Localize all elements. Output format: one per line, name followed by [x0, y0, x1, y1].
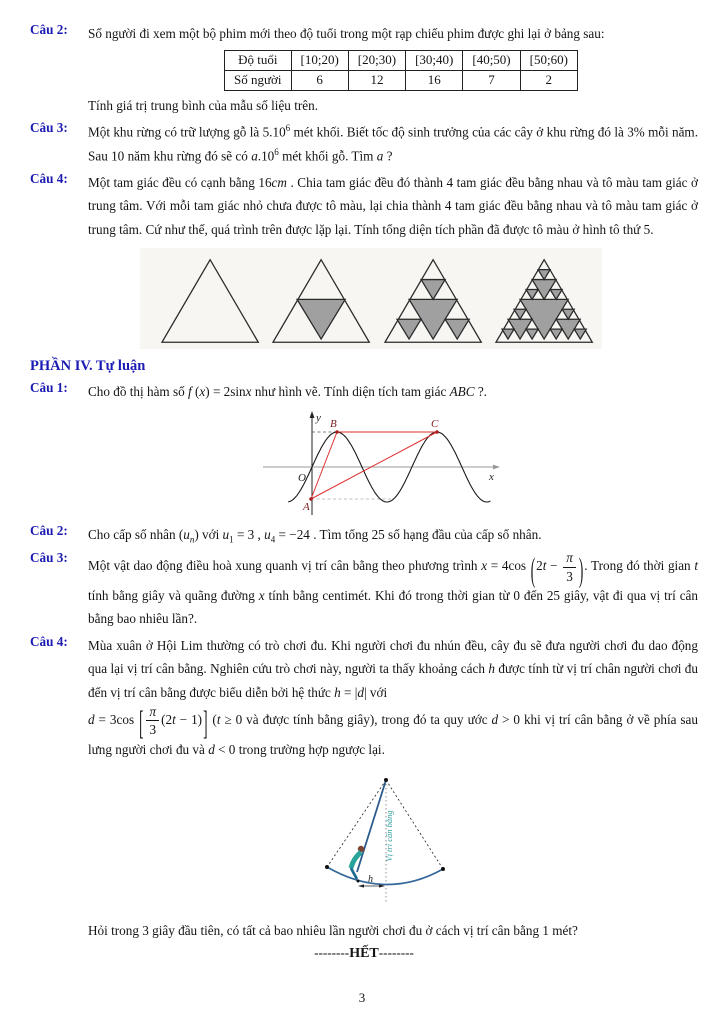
question-text: Số người đi xem một bộ phim mới theo độ tuổi trong một rạp chiếu phim được ghi lại ở bảng sau: — [88, 26, 605, 41]
shaded-triangle — [562, 310, 574, 320]
fraction-numerator: π — [146, 704, 159, 721]
swing-figure — [280, 764, 698, 916]
sierpinski-triangle-step — [494, 256, 594, 346]
fraction-numerator: π — [563, 550, 576, 567]
swing-rope — [357, 780, 386, 872]
point-a-label: A — [303, 500, 310, 513]
table-cell: [40;50) — [463, 50, 520, 70]
table-cell: [20;30) — [348, 50, 405, 70]
shaded-triangle — [550, 329, 562, 339]
shaded-triangle — [445, 319, 469, 339]
segment-ac — [311, 432, 437, 499]
right-end-point — [441, 867, 445, 871]
close-bracket: ] — [203, 703, 208, 743]
question-label: Câu 3: — [30, 550, 68, 566]
question-label: Câu 3: — [30, 120, 68, 135]
shaded-triangle — [502, 329, 514, 339]
x-axis-label: x — [489, 470, 494, 483]
pivot-point — [384, 778, 388, 782]
end-marker — [30, 945, 698, 962]
sierpinski-triangle-step — [383, 256, 483, 346]
table-cell: Độ tuổi — [225, 50, 292, 70]
right-extreme-line — [386, 780, 443, 869]
formula-lhs: d = 3cos — [88, 712, 135, 728]
question-label: Câu 4: — [30, 633, 68, 649]
shaded-triangle — [421, 280, 445, 300]
swing-arc — [327, 867, 443, 885]
closing-question: Hỏi trong 3 giây đầu tiên, có tất cả bao nhiêu lần người chơi đu ở cách vị trí cân bằng 1 mét? — [88, 923, 578, 939]
question-text: Mùa xuân ở Hội Lim thường có trò chơi đu. Khi người chơi đu nhún đều, cây đu sẽ đưa người chơi đu dao động qua lại vị trí cân bằng. Nghiên cứu trò chơi này, người ta thấy khoảng cách h được tính từ vị trí chân người chơi đu đến vị trí cân bằng được biểu diễn bởi hệ thức h = |d| với — [88, 637, 698, 700]
open-paren: ( — [530, 549, 536, 589]
shaded-triangle — [514, 310, 526, 320]
shaded-triangle — [574, 329, 586, 339]
end-dashes-left: -------- — [314, 945, 350, 961]
shaded-triangle — [397, 319, 421, 339]
point-a — [309, 497, 313, 501]
formula-prefix: Một vật dao động điều hoà xung quanh vị trí cân bằng theo phương trình x = 4cos — [88, 558, 527, 574]
page-number: 3 — [358, 990, 366, 1005]
swing-figure-svg — [280, 764, 470, 912]
sierpinski-triangle-step — [271, 256, 371, 346]
part-title: PHẦN IV. Tự luận — [30, 358, 146, 375]
person-leg-icon — [351, 868, 357, 879]
fraction-denominator: 3 — [566, 568, 573, 584]
sine-graph-figure — [255, 407, 698, 521]
shaded-triangle — [297, 300, 345, 340]
question-text: Cho đồ thị hàm số f (x) = 2sinx như hình vẽ. Tính diện tích tam giác ABC ?. — [88, 384, 487, 400]
end-dashes-right: -------- — [378, 945, 414, 961]
question-triangles — [30, 171, 698, 242]
question-stats — [30, 22, 698, 117]
origin-label: O — [298, 471, 306, 484]
question-label: Câu 2: — [30, 22, 68, 37]
table-row — [225, 70, 578, 90]
question-oscillation — [30, 550, 698, 630]
table-cell: 2 — [520, 70, 577, 90]
end-word: HẾT — [349, 946, 379, 962]
sine-graph-svg — [255, 407, 505, 517]
distance-label: h — [368, 874, 373, 886]
fraction-denominator: 3 — [149, 722, 157, 738]
sierpinski-triangle-step — [160, 256, 260, 346]
question-formula-text — [88, 704, 698, 761]
shaded-triangle — [526, 329, 538, 339]
question-text: Một tam giác đều có cạnh bằng 16cm . Chia tam giác đều đó thành 4 tam giác đều bằng nhau và tô màu tam giác ở trung tâm. Với mỗi tam giác nhỏ chưa được tô màu, lại chia thành 4 tam giác đều bằng nhau và tô màu tam giác ở trung tâm. Cứ như thế, quá trình trên được lặp lại. Tính tổng diện tích phần đã được tô màu ở hình tô thứ 5. — [88, 174, 698, 237]
question-forest — [30, 120, 698, 168]
table-row — [225, 50, 578, 70]
x-axis-arrow-icon — [493, 464, 500, 469]
table-cell: [10;20) — [291, 50, 348, 70]
open-bracket: [ — [139, 703, 144, 743]
table-cell: 7 — [463, 70, 520, 90]
close-paren: ) — [578, 549, 584, 589]
table-cell: 6 — [291, 70, 348, 90]
fraction — [146, 704, 159, 737]
question-label: Câu 1: — [30, 380, 68, 396]
equilibrium-label: Vị trí cân bằng — [384, 810, 394, 862]
y-axis-arrow-icon — [310, 411, 315, 418]
formula-argument: (2t − 1) — [161, 712, 203, 728]
question-text — [88, 550, 698, 630]
triangle-outline — [162, 260, 258, 343]
left-end-point — [325, 865, 329, 869]
table-cell: 16 — [406, 70, 463, 90]
formula-suffix: (t ≥ 0 và được tính bằng giây), trong đó ta quy ước d > 0 khi vị trí cân bằng ở về phía sau lưng người chơi đu và d < 0 trong trường hợp ngược lại. — [88, 712, 699, 757]
formula-suffix: . Trong đó thời gian t tính bằng giây và quãng đường x tính bằng centimét. Khi đó trong thời gian từ 0 đến 25 giây, vật đi qua vị trí cân bằng bao nhiêu lần?. — [88, 558, 699, 627]
question-sine-graph — [30, 380, 698, 404]
distance-arrow-left-icon — [358, 885, 364, 888]
formula-argument: 2t − — [536, 558, 562, 574]
question-text: Một khu rừng có trữ lượng gỗ là 5.10$^6$ mét khối. Biết tốc độ sinh trưởng của các cây ở khu rừng đó là 3% mỗi năm. Sau 10 năm khu rừng đó sẽ có $a.10^6$ mét khối gỗ. Tìm a ? — [88, 123, 698, 164]
question-label: Câu 2: — [30, 522, 68, 538]
point-c-label: C — [431, 417, 439, 430]
table-cell: Số người — [225, 70, 292, 90]
point-c — [435, 430, 439, 434]
shaded-triangle — [550, 290, 562, 300]
fraction — [563, 550, 576, 583]
shaded-triangle — [526, 290, 538, 300]
question-text: Cho cấp số nhân $(u_n)$ với $u_1 = 3$ , $u_4 = -24$ . Tìm tổng 25 số hạng đầu của cấp số nhân. — [88, 526, 542, 545]
point-b-label: B — [330, 417, 337, 430]
question-geometric-sequence — [30, 523, 698, 548]
sierpinski-figure — [140, 248, 602, 349]
question-swing — [30, 634, 698, 761]
question-text: Tính giá trị trung bình của mẫu số liệu trên. — [88, 97, 318, 113]
question-label: Câu 4: — [30, 170, 68, 186]
frequency-table — [224, 50, 578, 91]
y-axis-label: y — [316, 411, 321, 424]
point-b — [335, 430, 339, 434]
shaded-triangle — [538, 270, 550, 280]
table-cell: [30;40) — [406, 50, 463, 70]
person-foot-point — [357, 880, 360, 883]
table-cell: 12 — [348, 70, 405, 90]
table-cell: [50;60) — [520, 50, 577, 70]
